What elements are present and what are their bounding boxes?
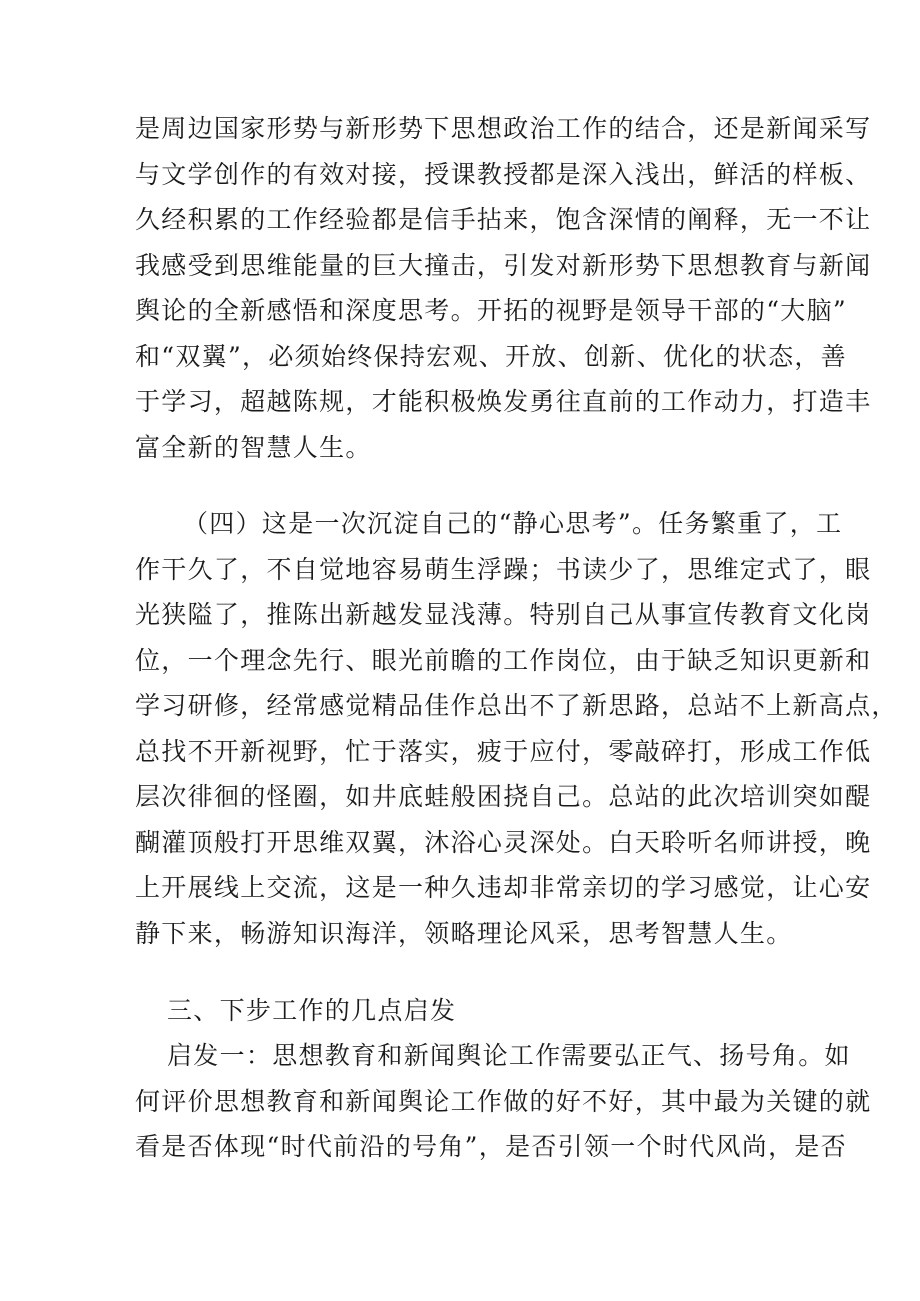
text-line: 看是否体现“时代前沿的号角”，是否引领一个时代风尚，是否 <box>135 1132 847 1161</box>
section-heading <box>135 988 775 1034</box>
text-line: 位，一个理念先行、眼光前瞻的工作岗位，由于缺乏知识更新和 <box>135 645 872 675</box>
text-line: 富全新的智慧人生。 <box>135 432 372 462</box>
text-line: 于学习，超越陈规，才能积极焕发勇往直前的工作动力，打造丰 <box>135 387 872 416</box>
text-line: 层次徘徊的怪圈，如井底蛙般困挠自己。总站的此次培训突如醍 <box>135 782 872 811</box>
paragraph-intellectual-impact <box>135 106 872 470</box>
text-line: 静下来，畅游知识海洋，领略理论风采，思考智慧人生。 <box>135 918 793 948</box>
text-line: 和“双翼”，必须始终保持宏观、开放、创新、优化的状态，善 <box>135 341 847 371</box>
text-line: 醐灌顶般打开思维双翼，沐浴心灵深处。白天聆听名师讲授，晚 <box>135 827 872 857</box>
text-line: 学习研修，经常感觉精品佳作总出不了新思路，总站不上新高点， <box>135 691 898 720</box>
text-line: 是周边国家形势与新形势下思想政治工作的结合，还是新闻采写 <box>135 114 872 143</box>
text-line: 光狭隘了，推陈出新越发显浅薄。特别自己从事宣传教育文化岗 <box>135 600 872 629</box>
paragraph-quiet-reflection <box>135 501 898 956</box>
paragraph-inspiration-one <box>135 1033 872 1170</box>
text-line: 久经积累的工作经验都是信手拈来，饱含深情的阐释，无一不让 <box>135 205 872 234</box>
text-line: 与文学创作的有效对接，授课教授都是深入浅出，鲜活的样板、 <box>135 159 872 189</box>
text-line-first: 启发一：思想教育和新闻舆论工作需要弘正气、扬号角。如 <box>167 1041 851 1070</box>
text-line: 舆论的全新感悟和深度思考。开拓的视野是领导干部的“大脑” <box>135 296 847 325</box>
section-title: 三、下步工作的几点启发 <box>167 996 457 1025</box>
text-line-first: （四）这是一次沉淀自己的“静心思考”。任务繁重了，工 <box>183 509 843 538</box>
text-line: 作干久了，不自觉地容易萌生浮躁；书读少了，思维定式了，眼 <box>135 554 872 584</box>
text-line: 我感受到思维能量的巨大撞击，引发对新形势下思想教育与新闻 <box>135 250 872 280</box>
text-line: 上开展线上交流，这是一种久违却非常亲切的学习感觉，让心安 <box>135 873 872 902</box>
text-line: 总找不开新视野，忙于落实，疲于应付，零敲碎打，形成工作低 <box>135 736 872 766</box>
text-line: 何评价思想教育和新闻舆论工作做的好不好，其中最为关键的就 <box>135 1086 872 1116</box>
